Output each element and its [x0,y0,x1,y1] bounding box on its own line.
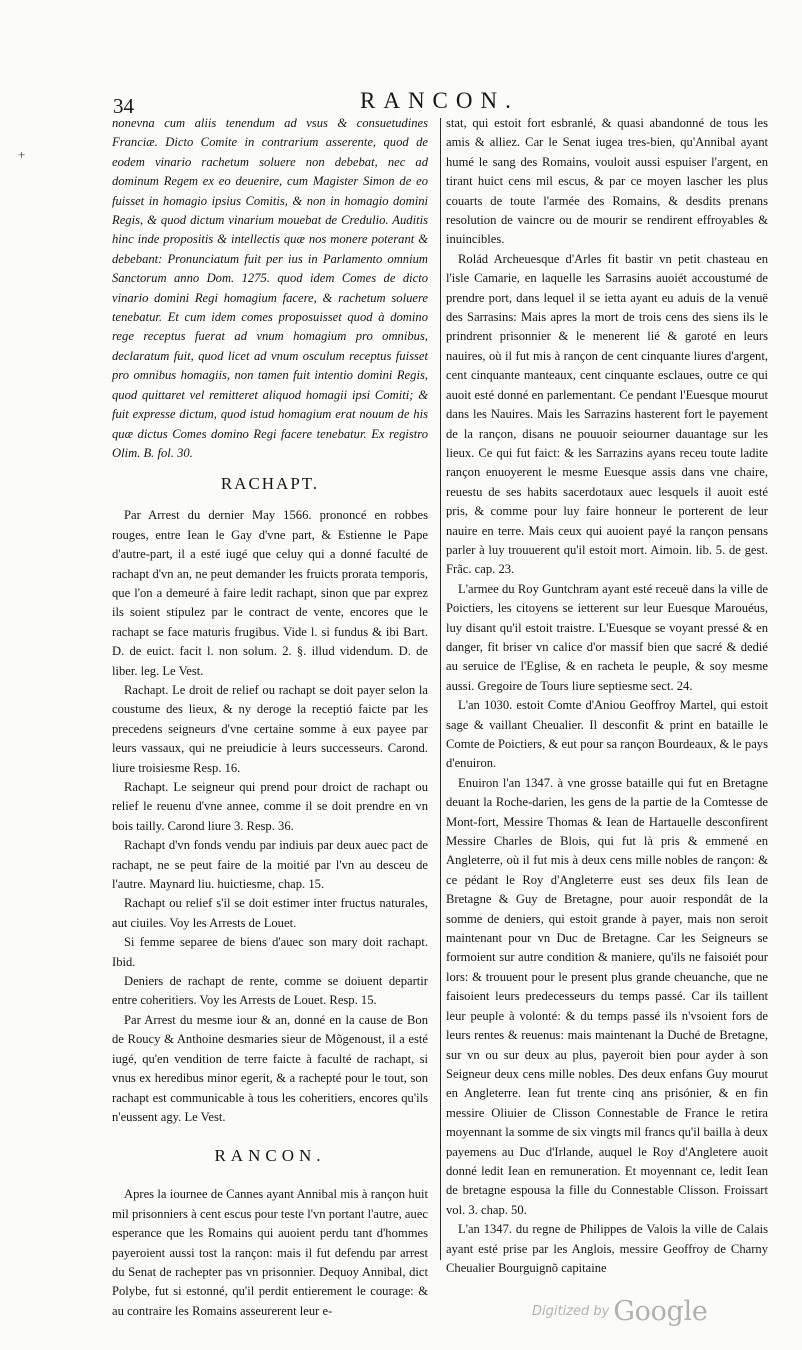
section-heading-rancon: RANCON. [214,1146,326,1166]
paragraph: Rolád Archeuesque d'Arles fit bastir vn petit chasteau en l'isle Camarie, en laquelle les Sarrasins auoiét accoustumé de prendre port, dans lequel il se ietta ayant eu aduis de la venuë des Sarrasins: Mais apres la mort de trois cens des siens ils le prindrent prisonnier & le menerent lié & garoté en leurs nauires, où il fut mis à rançon de cent cinquante liures d'argent, cent cinquante manteaux, cent cinquante esclaues, outre ce qui auoit esté donné en parlementant. Ce pendant l'Euesque mourut dans les Nauires. Mais les Sarrazins hasterent fort le payement de la rançon, disans ne pouuoir seiourner dauantage sur les lieux. Ce qui fut faict: & les Sarrazins ayans receu toute ladite rançon enuoyerent le mesme Euesque assis dans vne chaire, reuestu de ses habits sacerdotaux auec lesquels il auoit esté pris, & comme pour luy faire honneur le porterent de leur nauire en terre. Mais ceux qui auoient payé la rançon pensans parler à luy trouuerent qu'il estoit mort. Aimoin. lib. 5. de gest. Frãc. cap. 23. [446,251,768,577]
margin-mark: + [18,147,26,162]
section-heading-rachapt: RACHAPT. [220,474,320,494]
paragraph: Rachapt. Le droit de relief ou rachapt se doit payer selon la coustume des lieux, & ny deroge la receptió faicte par les precedens seigneurs d'vne certaine somme à eux payee par leurs vassaux, qui ne preiudicie à leurs successeurs. Carond. liure troisiesme Resp. 16. [112,682,428,775]
paragraph: Rachapt. Le seigneur qui prend pour droict de rachapt ou relief le reuenu d'vne annee, comme il se doit prendre en vn bois tailly. Carond liure 3. Resp. 36. [112,780,428,833]
paragraph: stat, qui estoit fort esbranlé, & quasi abandonné de tous les amis & alliez. Car le Senat iugea tres-bien, qu'Annibal ayant humé le sang des Romains, vouloit aussi espuiser l'argent, en tirant huict cens mil escus, & par ce moyen lascher les plus couarts de toute l'armée des Romains, & desdits prenans resolution de vaincre ou de mourir se rendirent effroyables & inuincibles. [446,116,768,247]
paragraph: L'an 1030. estoit Comte d'Aniou Geoffroy Martel, qui estoit sage & vaillant Cheualier. Il desconfit & print en bataille le Comte de Poictiers, & eut pour sa rançon Bourdeaux, & le pays d'enuiron. [446,698,768,771]
paragraph: Par Arrest du dernier May 1566. prononcé en robbes rouges, entre Iean le Gay d'vne part, & Estienne le Pape d'autre-part, il a esté iugé que celuy qui a donné faculté de rachapt d'vn an, ne peut demander les fruicts prorata temporis, que l'on a demeuré à faire ledit rachapt, sinon que par exprez ils soient stipulez par le contract de vente, encores que le rachapt se face maturis frugibus. Vide l. si fundus & ibi Bart. D. de euict. facit l. non solum. 2. §. illud videndum. D. de liber. leg. Le Vest. [112,508,428,678]
right-column [446,114,768,1278]
running-head: RANCON. [360,88,519,113]
google-logo: Google [613,1296,708,1327]
paragraph: Par Arrest du mesme iour & an, donné en la cause de Bon de Roucy & Anthoine desmaries sieur de Mõgenoust, il a esté iugé, qu'en vendition de terre faicte à faculté de rachapt, si vnus ex heredibus minor egerit, & a rachepté pour le tout, son rachapt est communicable à tous les coheritiers, encores qu'ils n'eussent agy. Le Vest. [112,1012,428,1124]
paragraph: Rachapt d'vn fonds vendu par indiuis par deux auec pact de rachapt, ne se peut faire de la moitié par l'vn au desceu de l'autre. Maynard liu. huictiesme, chap. 15. [112,838,428,892]
paragraph: Deniers de rachapt de rente, comme se doiuent departir entre coheritiers. Voy les Arrests de Louet. Resp. 15. [112,974,428,1008]
paragraph: Enuiron l'an 1347. à vne grosse bataille qui fut en Bretagne deuant la Roche-darien, les gens de la partie de la Comtesse de Mont-fort, Messire Thomas & Iean de Hartauelle desconfirent Messire Charles de Blois, qui fut là pris & emmené en Angleterre, où il fut mis à deux cens mille nobles de rançon: & ce pédant le Roy d'Angleterre eust ses deux fils Iean de Bretagne & Guy de Bretagne, pour auoir respondât de la somme de deniers, qui estoit grande à payer, mais non seroit maintenant pour vn Duc de Bretagne. Car les Seigneurs se formoient sur autre condition & maniere, qu'ils ne faisoiét pour lors: & trouuent pour le present plus grande cheuanche, que ne faisoient leurs predecesseurs du temps passé. Car ils taillent leur peuple à volonté: & du temps passé ils n'vsoient fors de leurs rentes & reuenus: mais maintenant la Duché de Bretagne, sur vn ou sur deux au plus, payeroit bien pour ayder à son Seigneur deux cens mille nobles. Des deux enfans Guy mourut en Angleterre. Iean fut trente cinq ans prisónier, & en fin messire Oliuier de Clisson Connestable de France le retira moyennant la somme de six vingts mil francs qu'il bailla à deux payemens au Duc d'Irlande, auquel le Roy d'Angletere auoit donné ledit Iean en remuneration. Et moyennant ce, ledit Iean de bretagne espousa la fille du Connestable Clisson. Froissart vol. 3. chap. 50. [446,775,768,1217]
watermark-prefix: Digitized by [532,1304,610,1319]
paragraph: L'an 1347. du regne de Philippes de Valois la ville de Calais ayant esté prise par les Anglois, messire Geoffroy de Charny Cheualier Bourguignõ capitaine [446,1222,768,1275]
page-number: 34 [113,94,134,118]
column-rule [440,118,441,1260]
paragraph: Rachapt ou relief s'il se doit estimer inter fructus naturales, aut ciuiles. Voy les Arrests de Louet. [112,896,428,930]
left-column [112,114,428,1321]
latin-citation-paragraph: nonevna cum aliis tenendum ad vsus & consuetudines Franciæ. Dicto Comite in contrarium asserente, quod de eodem vinario rachetum soluere non debebat, nec ad dominum Regem ex eo deuenire, cum Magister Simon de eo fuisset in homagio ipsius Comitis, & non in homagio domini Regis, & quod dictum vinarium mouebat de Credulio. Auditis hinc inde propositis & intellectis quæ nos monere poterant & debebant: Pronunciatum fuit per ius in Parlamento omnium Sanctorum anno Dom. 1275. quod idem Comes de dicto vinario domini Regi homagium facere, & rachetum soluere tenebatur. Et cum idem comes proposuisset quod à domino rege receptus fuerat ad vnum homagium pro omnibus, declaratum fuit, quod licet ad vnum osculum receptus fuisset pro omnibus homagiis, non tamen fuit intentio domini Regis, quod quittaret vel remitteret aliquod homagii ipsi Comiti; & fuit expresse dictum, quod istud homagium erat nouum de his quæ dictus Comes domino Regi facere tenebatur. Ex registro Olim. B. fol. 30. [112,116,428,460]
paragraph: L'armee du Roy Guntchram ayant esté receuë dans la ville de Poictiers, les citoyens se ietterent sur leur Euesque Marouéus, luy disant qu'il estoit traistre. L'Euesque se voyant pressé & en danger, fit briser vn calice d'or massif bien que sacré & dedié au seruice de l'Eglise, & en racheta le peuple, & soy mesme aussi. Gregoire de Tours liure septiesme sect. 24. [446,581,768,693]
paragraph: Si femme separee de biens d'auec son mary doit rachapt. Ibid. [112,935,428,969]
paragraph: Apres la iournee de Cannes ayant Annibal mis à rançon huit mil prisonniers à cent escus pour teste l'vn portant l'autre, auec esperance que les Romains qui auoient perdu tant d'hommes payeroient aussi tost la rançon: mais il fut defendu par arrest du Senat de rachepter pas vn prisonnier. Dequoy Annibal, dict Polybe, fut si estonné, qu'il perdit entierement le courage: & au contraire les Romains asseurerent leur e- [112,1187,428,1318]
google-watermark [532,1296,708,1327]
